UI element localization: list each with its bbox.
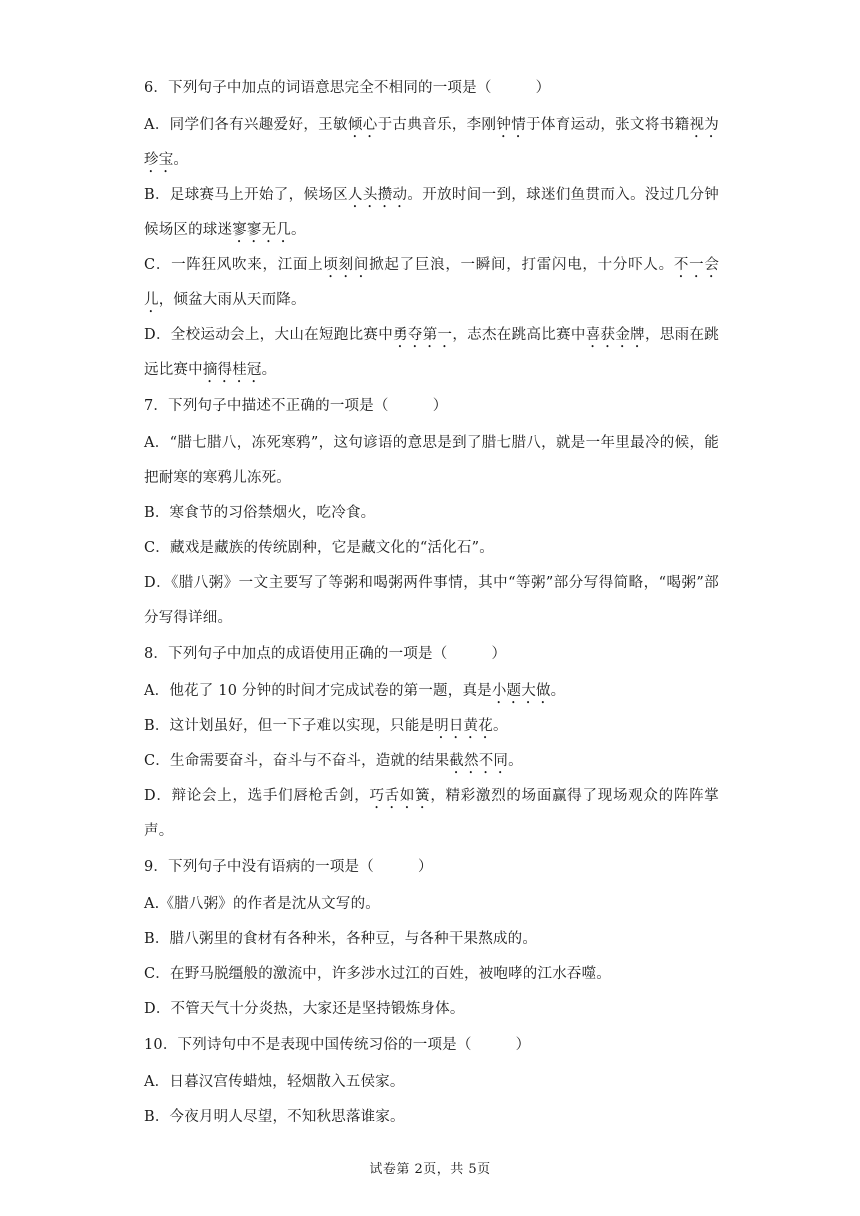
option-text: 掀起了巨浪，一瞬间，打雷闪电，十分吓人。 xyxy=(369,257,674,273)
option-text: 。 xyxy=(508,753,523,769)
option-text: C．在野马脱缰般的激流中，许多涉水过江的百姓，被咆哮的江水吞噬。 xyxy=(144,966,611,982)
option-text: B．今夜月明人尽望，不知秋思落谁家。 xyxy=(144,1109,405,1125)
answer-option xyxy=(144,248,719,318)
emphasized-term: 顷刻间 xyxy=(323,257,370,273)
option-text: A．同学们各有兴趣爱好，王敏 xyxy=(144,117,348,133)
answer-option xyxy=(144,178,719,248)
answer-option xyxy=(144,566,719,636)
option-text: 。开放时间一到，球迷们鱼贯而入。没过几分钟候场区的球迷 xyxy=(144,187,719,238)
option-text: A．“腊七腊八，冻死寒鸦”，这句谚语的意思是到了腊七腊八，就是一年里最冷的候，能把耐寒的寒鸦儿冻死。 xyxy=(144,435,719,486)
question-9 xyxy=(144,849,719,1027)
answer-option xyxy=(144,674,719,709)
page-footer: 试卷第 2页，共 5页 xyxy=(369,1162,491,1177)
emphasized-term: 小题大做 xyxy=(491,683,551,699)
question-title: 6．下列句子中加点的词语意思完全不相同的一项是（ ） xyxy=(144,80,551,96)
option-text: D．辩论会上，选手们唇枪舌剑， xyxy=(144,788,370,804)
answer-option xyxy=(144,709,719,744)
answer-option xyxy=(144,992,719,1027)
answer-option xyxy=(144,426,719,496)
question-title: 8．下列句子中加点的成语使用正确的一项是（ ） xyxy=(144,646,507,662)
emphasized-term: 钟情 xyxy=(496,117,527,133)
emphasized-term: 人头攒动 xyxy=(348,187,408,203)
question-title: 10．下列诗句中不是表现中国传统习俗的一项是（ ） xyxy=(144,1037,531,1053)
emphasized-term: 明日黄花 xyxy=(434,718,493,734)
option-text: C．一阵狂风吹来，江面上 xyxy=(144,257,324,273)
option-text: B．腊八粥里的食材有各种米，各种豆，与各种干果熬成的。 xyxy=(144,931,538,947)
option-text: 。 xyxy=(261,362,277,378)
option-text: ，精彩激烈的场面赢得了现场观众的阵阵掌声。 xyxy=(144,788,719,839)
emphasized-term: 倾心 xyxy=(347,117,378,133)
emphasized-term: 摘得桂冠 xyxy=(202,362,262,378)
option-text: ，倾盆大雨从天而降。 xyxy=(158,292,306,308)
answer-option xyxy=(144,531,719,566)
option-text: A．日暮汉宫传蜡烛，轻烟散入五侯家。 xyxy=(144,1074,405,1090)
option-text: 。 xyxy=(291,222,306,238)
option-text: 。 xyxy=(550,683,566,699)
answer-option xyxy=(144,496,719,531)
question-list xyxy=(144,70,719,1135)
question-6 xyxy=(144,70,719,388)
answer-option xyxy=(144,1065,719,1100)
question-title: 9．下列句子中没有语病的一项是（ ） xyxy=(144,859,433,875)
question-title: 7．下列句子中描述不正确的一项是（ ） xyxy=(144,398,448,414)
answer-option xyxy=(144,744,719,779)
answer-option xyxy=(144,922,719,957)
emphasized-term: 不一会儿 xyxy=(144,257,720,308)
answer-option xyxy=(144,108,719,178)
emphasized-term: 喜获金牌 xyxy=(585,327,645,343)
option-text: B．寒食节的习俗禁烟火，吃冷食。 xyxy=(144,505,376,521)
emphasized-term: 视为珍宝 xyxy=(144,117,719,168)
answer-option xyxy=(144,887,719,922)
emphasized-term: 截然不同 xyxy=(449,753,509,769)
question-7 xyxy=(144,388,719,636)
answer-option xyxy=(144,957,719,992)
option-text: B．足球赛马上开始了，候场区 xyxy=(144,187,348,203)
option-text: ，志杰在跳高比赛中 xyxy=(452,327,586,343)
option-text: 。 xyxy=(492,718,508,734)
option-text: 。 xyxy=(173,152,189,168)
option-text: D．不管天气十分炎热，大家还是坚持锻炼身体。 xyxy=(144,1001,465,1017)
answer-option xyxy=(144,779,719,849)
option-text: B．这计划虽好，但一下子难以实现，只能是 xyxy=(144,718,435,734)
answer-option xyxy=(144,1100,719,1135)
emphasized-term: 勇夺第一 xyxy=(393,327,453,343)
answer-option xyxy=(144,318,719,388)
option-text: ，思雨在跳远比赛中 xyxy=(144,327,719,378)
emphasized-term: 巧舌如簧 xyxy=(369,788,431,804)
option-text: A.《腊八粥》的作者是沈从文写的。 xyxy=(144,896,380,912)
option-text: D．全校运动会上，大山在短跑比赛中 xyxy=(144,327,394,343)
option-text: D．《腊八粥》一文主要写了等粥和喝粥两件事情，其中“等粥”部分写得简略，“喝粥”部分写得详细。 xyxy=(144,575,719,626)
option-text: A．他花了 10 分钟的时间才完成试卷的第一题，真是 xyxy=(144,683,492,699)
option-text: C．生命需要奋斗，奋斗与不奋斗，造就的结果 xyxy=(144,753,450,769)
option-text: 于体育运动，张文将书籍 xyxy=(526,117,690,133)
option-text: C．藏戏是藏族的传统剧种，它是藏文化的“活化石”。 xyxy=(144,540,494,556)
option-text: 于古典音乐，李刚 xyxy=(377,117,497,133)
emphasized-term: 寥寥无几 xyxy=(232,222,292,238)
question-10 xyxy=(144,1027,719,1135)
question-8 xyxy=(144,636,719,849)
